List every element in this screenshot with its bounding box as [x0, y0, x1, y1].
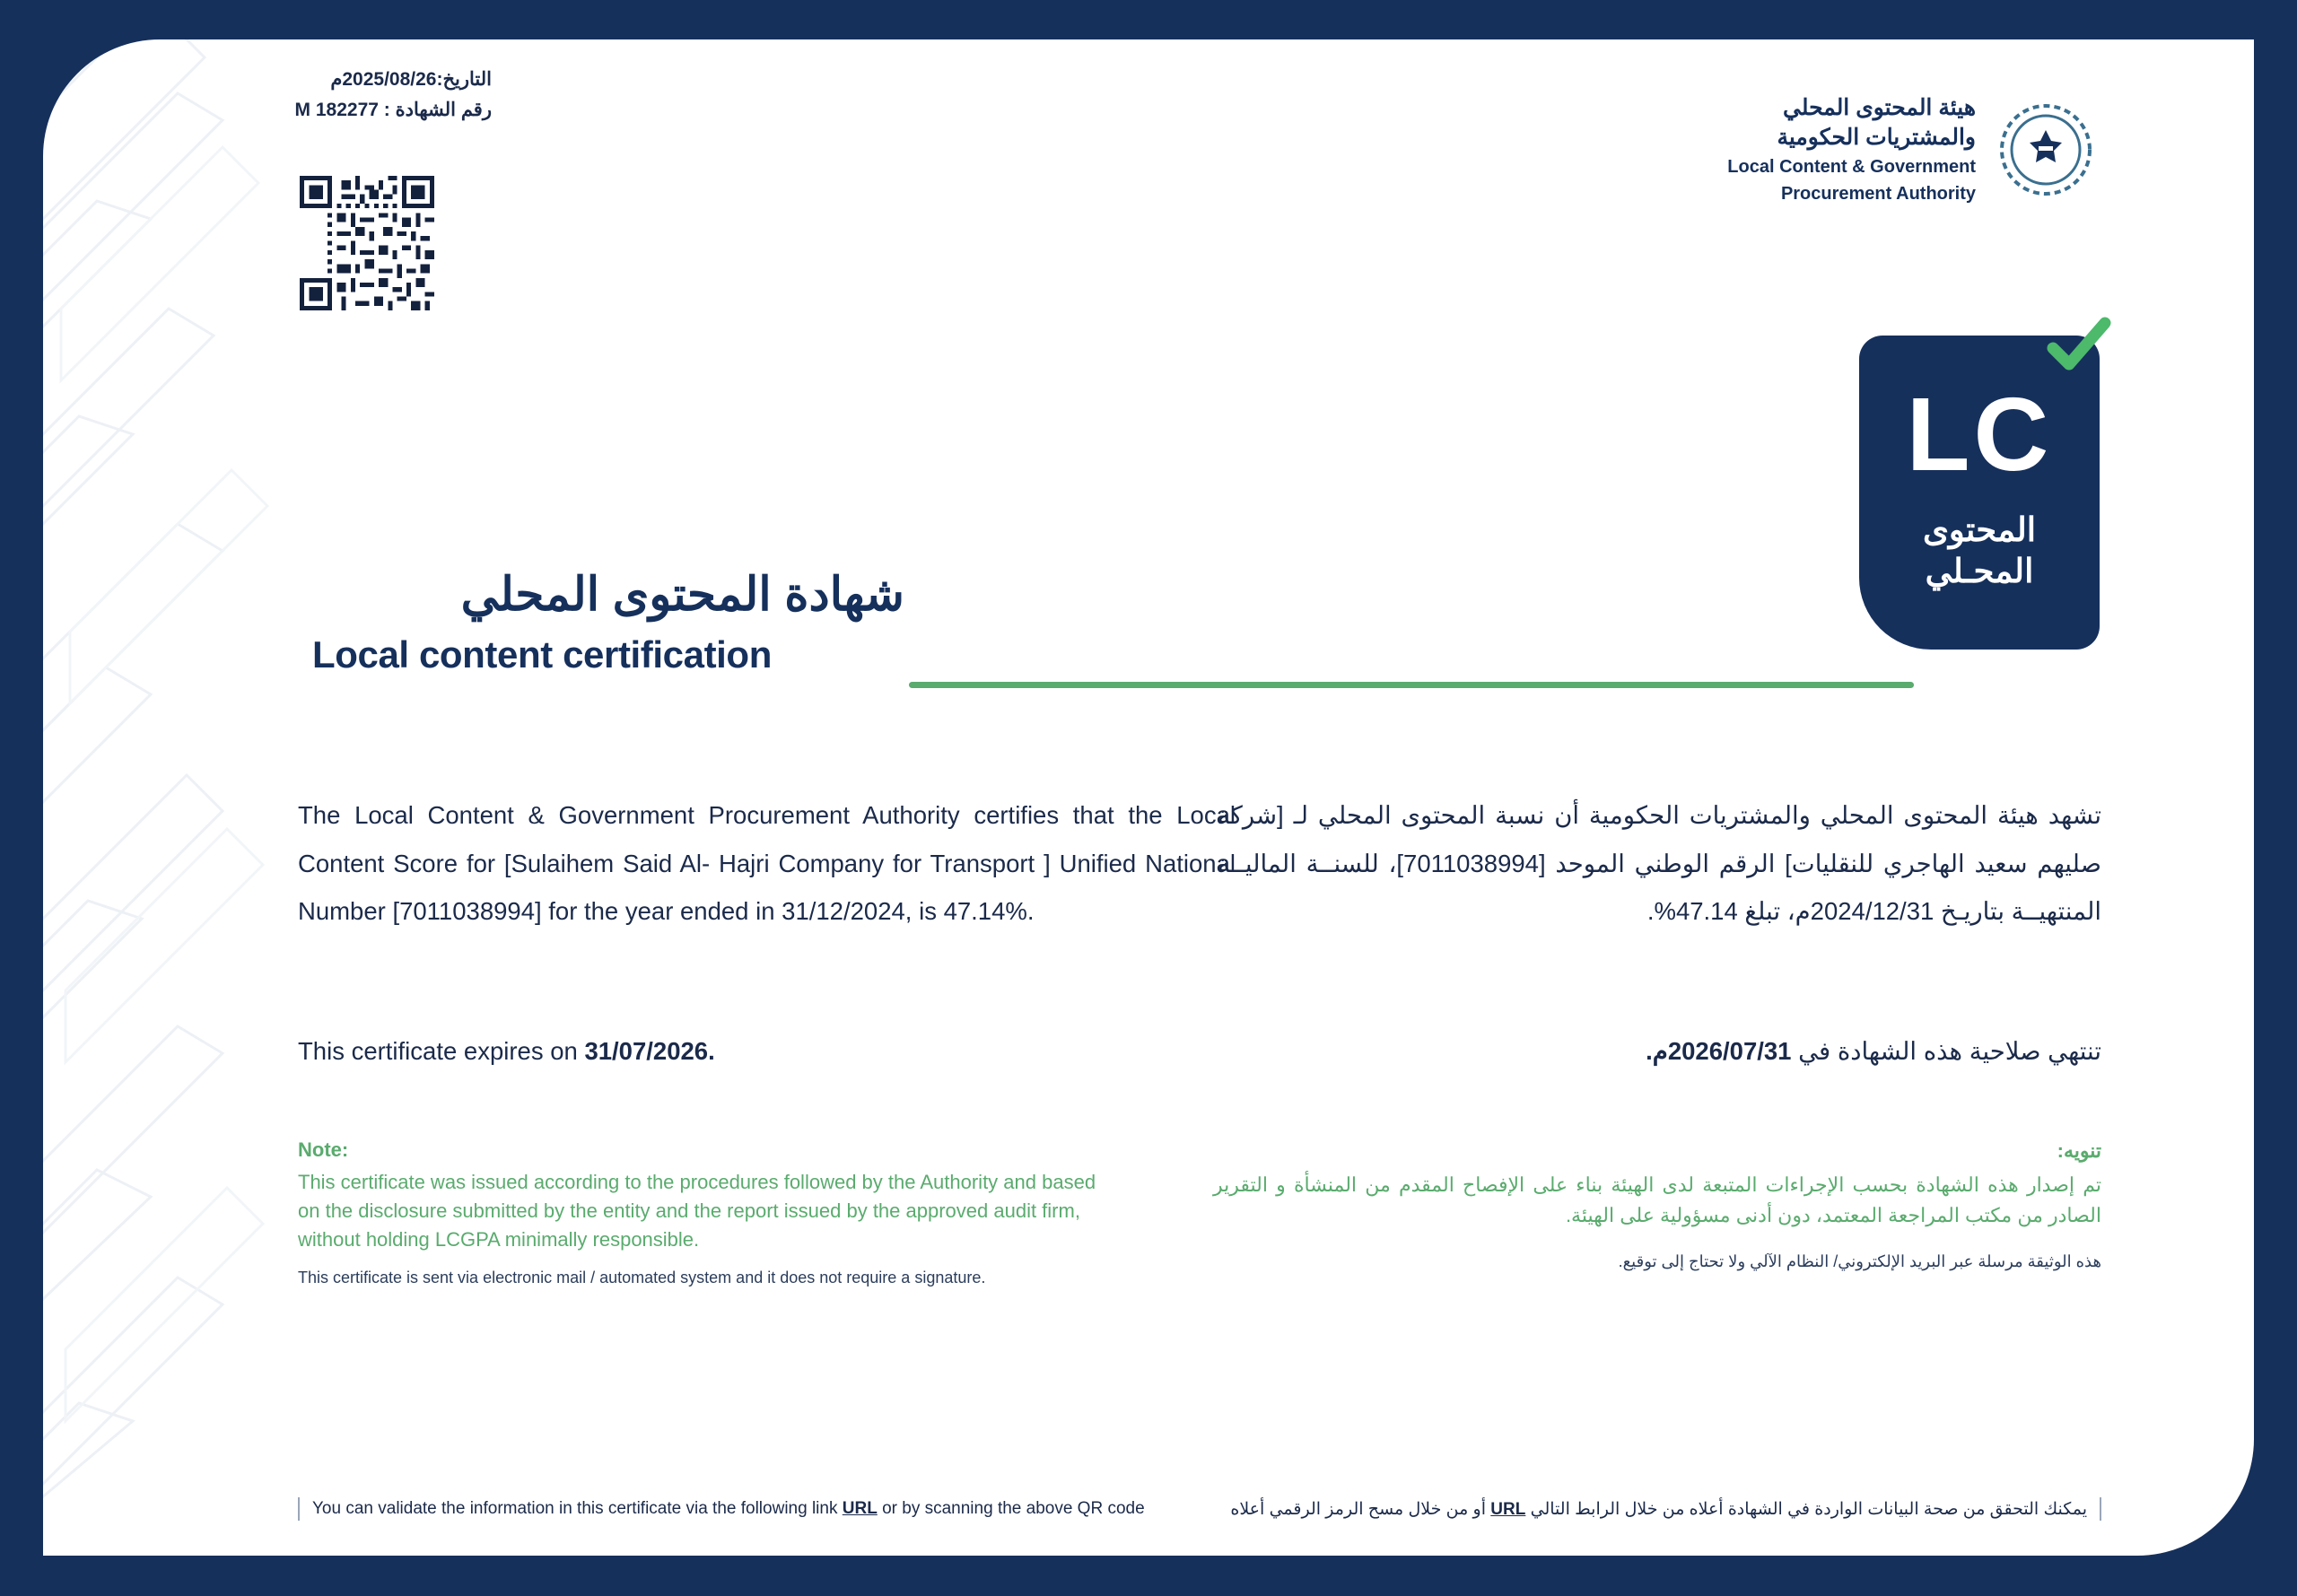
footer-divider-left: [298, 1497, 300, 1521]
title-arabic: شهادة المحتوى المحلي: [460, 569, 904, 621]
authority-name-en-line2: Procurement Authority: [1780, 184, 1976, 204]
authority-name-ar-line2: والمشتريات الحكومية: [1777, 124, 1976, 150]
expiry-arabic-prefix: تنتهي صلاحية هذه الشهادة في: [1791, 1037, 2101, 1065]
authority-name: [1727, 93, 1976, 205]
body-text-english: The Local Content & Government Procurement Authority certifies that the Local Content Score for [Sulaihem Said Al- Hajri Company for Transport ] Unified National Number [7011038994] for the year ended in 31/12/2024, is 47.14%.: [298, 801, 1236, 926]
footer-arabic-before: يمكنك التحقق من صحة البيانات الواردة في الشهادة أعلاه من خلال الرابط التالي: [1525, 1499, 2087, 1519]
lc-badge-label-line1: المحتوى: [1922, 511, 2037, 548]
lcgpa-emblem-icon: [1999, 103, 2092, 196]
expiry-english-date: 31/07/2026.: [584, 1037, 715, 1065]
title-english: Local content certification: [312, 632, 772, 676]
qr-code-icon[interactable]: [300, 176, 434, 310]
validation-url-link-ar[interactable]: URL: [1490, 1499, 1526, 1519]
footer-english-text: [312, 1499, 1145, 1519]
footer-english-after: or by scanning the above QR code: [877, 1499, 1145, 1518]
green-check-icon: [2046, 312, 2112, 379]
footer-english-before: You can validate the information in this certificate via the following link: [312, 1499, 843, 1518]
decorative-pattern: [43, 39, 276, 1556]
expiry-arabic: [1218, 1037, 2101, 1066]
footer-arabic-after: أو من خلال مسح الرمز الرقمي أعلاه: [1230, 1499, 1491, 1519]
note-arabic-text: تم إصدار هذه الشهادة بحسب الإجراءات المتبعة لدى الهيئة بناء على الإفصاح المقدم من المنشأة و التقرير الصادر من مكتب المراجعة المعتمد، دون أدنى مسؤولية على الهيئة.: [1213, 1173, 2101, 1227]
authority-logo: [1727, 93, 2092, 205]
body-text-arabic: تشهد هيئة المحتوى المحلي والمشتريات الحكومية أن نسبة المحتوى المحلي لـ [شركة صليهم سعيد الهاجري للنقليات] الرقم الوطني الموحد [7011038994]، للسنــة الماليــة المنتهيــة بتاريـخ 2024/12/31م، تبلغ 47.14%.: [1218, 801, 2101, 926]
validation-url-link-en[interactable]: URL: [842, 1499, 878, 1518]
note-english-heading: Note:: [298, 1138, 349, 1161]
certificate-title: [312, 569, 904, 676]
lc-badge-letters: LC: [1906, 376, 2053, 493]
certificate-card: [43, 39, 2254, 1556]
expiry-english-prefix: This certificate expires on: [298, 1037, 585, 1065]
note-arabic-sub: هذه الوثيقة مرسلة عبر البريد الإلكتروني/ النظام الآلي ولا تحتاج إلى توقيع.: [1618, 1252, 2101, 1271]
issue-date: التاريخ:2025/08/26م: [330, 69, 492, 90]
note-arabic-heading: تنويه:: [2057, 1139, 2101, 1162]
note-english-sub: This certificate is sent via electronic mail / automated system and it does not require a signature.: [298, 1269, 986, 1287]
note-arabic: [1213, 1136, 2101, 1273]
footer-arabic: [1230, 1497, 2101, 1521]
certificate-number: رقم الشهادة : 182277 M: [294, 99, 492, 120]
footer-english: [298, 1497, 1145, 1521]
expiry-english: [298, 1037, 1236, 1066]
authority-name-en-line1: Local Content & Government: [1727, 157, 1976, 177]
expiry-arabic-date: 2026/07/31م.: [1646, 1037, 1792, 1065]
title-divider: [909, 682, 1914, 688]
lc-badge-label: [1923, 510, 2036, 593]
note-english: [298, 1136, 1105, 1290]
certificate-meta: [223, 65, 492, 125]
lc-badge-label-line2: المحـلي: [1925, 553, 2034, 590]
note-english-text: This certificate was issued according to the procedures followed by the Authority and based on the disclosure submitted by the entity and the report issued by the approved audit firm, without holding LCGPA minimally responsible.: [298, 1171, 1096, 1252]
local-content-badge: [1859, 336, 2100, 650]
footer-divider-right: [2100, 1497, 2101, 1521]
footer-arabic-text: [1230, 1499, 2087, 1520]
authority-name-ar-line1: هيئة المحتوى المحلي: [1782, 95, 1976, 120]
